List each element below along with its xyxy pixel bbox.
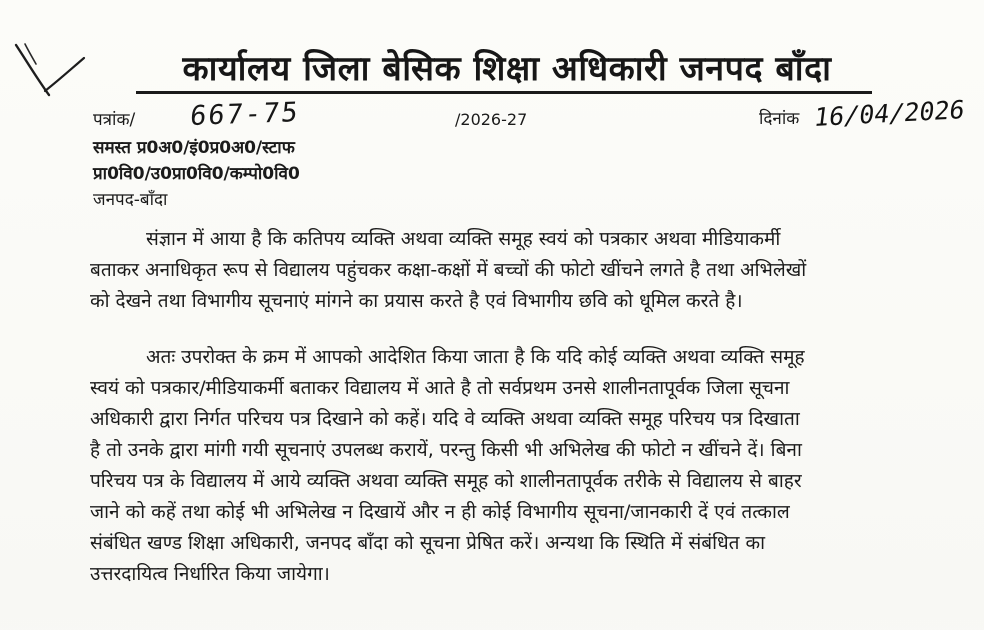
reference-number-handwritten: 667-75 bbox=[188, 97, 302, 132]
pen-tick-mark bbox=[12, 42, 92, 100]
paragraph-2-line-6: जाने को कहें तथा कोई भी अभिलेख न दिखायें और न ही कोई विभागीय सूचना/जानकारी दें एवं तत्काल bbox=[90, 501, 790, 523]
recipient-line-2: प्रा0वि0/उ0प्रा0वि0/कम्पो0वि0 bbox=[93, 164, 300, 184]
reference-label: पत्रांक/ bbox=[93, 110, 136, 130]
office-title: कार्यालय जिला बेसिक शिक्षा अधिकारी जनपद बाँदा bbox=[182, 49, 832, 89]
title-underline bbox=[136, 91, 872, 94]
recipient-line-1: समस्त प्र0अ0/इं0प्र0अ0/स्टाफ bbox=[93, 138, 295, 158]
paragraph-1-line-3: को देखने तथा विभागीय सूचनाएं मांगने का प्रयास करते है एवं विभागीय छवि को धूमिल करते है। bbox=[90, 290, 743, 312]
bottom-crop-fade bbox=[0, 612, 984, 630]
paragraph-1-line-1: संज्ञान में आया है कि कतिपय व्यक्ति अथवा व्यक्ति समूह स्वयं को पत्रकार अथवा मीडियाकर्मी bbox=[146, 228, 781, 250]
paragraph-2-line-4: है तो उनके द्वारा मांगी गयी सूचनाएं उपलब्ध करायें, परन्तु किसी भी अभिलेख की फोटो न खींचने दें। बिना bbox=[90, 439, 802, 461]
body-paragraph-1 bbox=[90, 224, 946, 317]
paragraph-2-line-2: स्वयं को पत्रकार/मीडियाकर्मी बताकर विद्यालय में आते है तो सर्वप्रथम उनसे शालीनतापूर्वक जिला सूचना bbox=[90, 377, 790, 399]
recipient-district: जनपद-बाँदा bbox=[93, 190, 168, 210]
body-paragraph-2 bbox=[90, 342, 946, 590]
paragraph-2-line-1: अतः उपरोक्त के क्रम में आपको आदेशित किया जाता है कि यदि कोई व्यक्ति अथवा व्यक्ति समूह bbox=[146, 346, 805, 368]
paragraph-1-line-2: बताकर अनाधिकृत रूप से विद्यालय पहुंचकर कक्षा-कक्षों में बच्चों की फोटो खींचने लगते है तथा अभिलेखों bbox=[90, 259, 807, 281]
paragraph-2-line-8: उत्तरदायित्व निर्धारित किया जायेगा। bbox=[90, 563, 330, 585]
date-handwritten: 16/04/2026 bbox=[812, 94, 967, 133]
date-label: दिनांक bbox=[759, 109, 800, 129]
session-reference: /2026-27 bbox=[455, 110, 528, 129]
paragraph-2-line-5: परिचय पत्र के विद्यालय में आये व्यक्ति अथवा व्यक्ति समूह को शालीनतापूर्वक तरीके से विद्यालय से बाहर bbox=[90, 470, 802, 492]
paragraph-2-line-3: अधिकारी द्वारा निर्गत परिचय पत्र दिखाने को कहें। यदि वे व्यक्ति अथवा व्यक्ति समूह परिचय पत्र दिखाता bbox=[90, 408, 800, 430]
paragraph-2-line-7: संबंधित खण्ड शिक्षा अधिकारी, जनपद बाँदा को सूचना प्रेषित करें। अन्यथा कि स्थिति में संबंधित का bbox=[90, 532, 766, 554]
